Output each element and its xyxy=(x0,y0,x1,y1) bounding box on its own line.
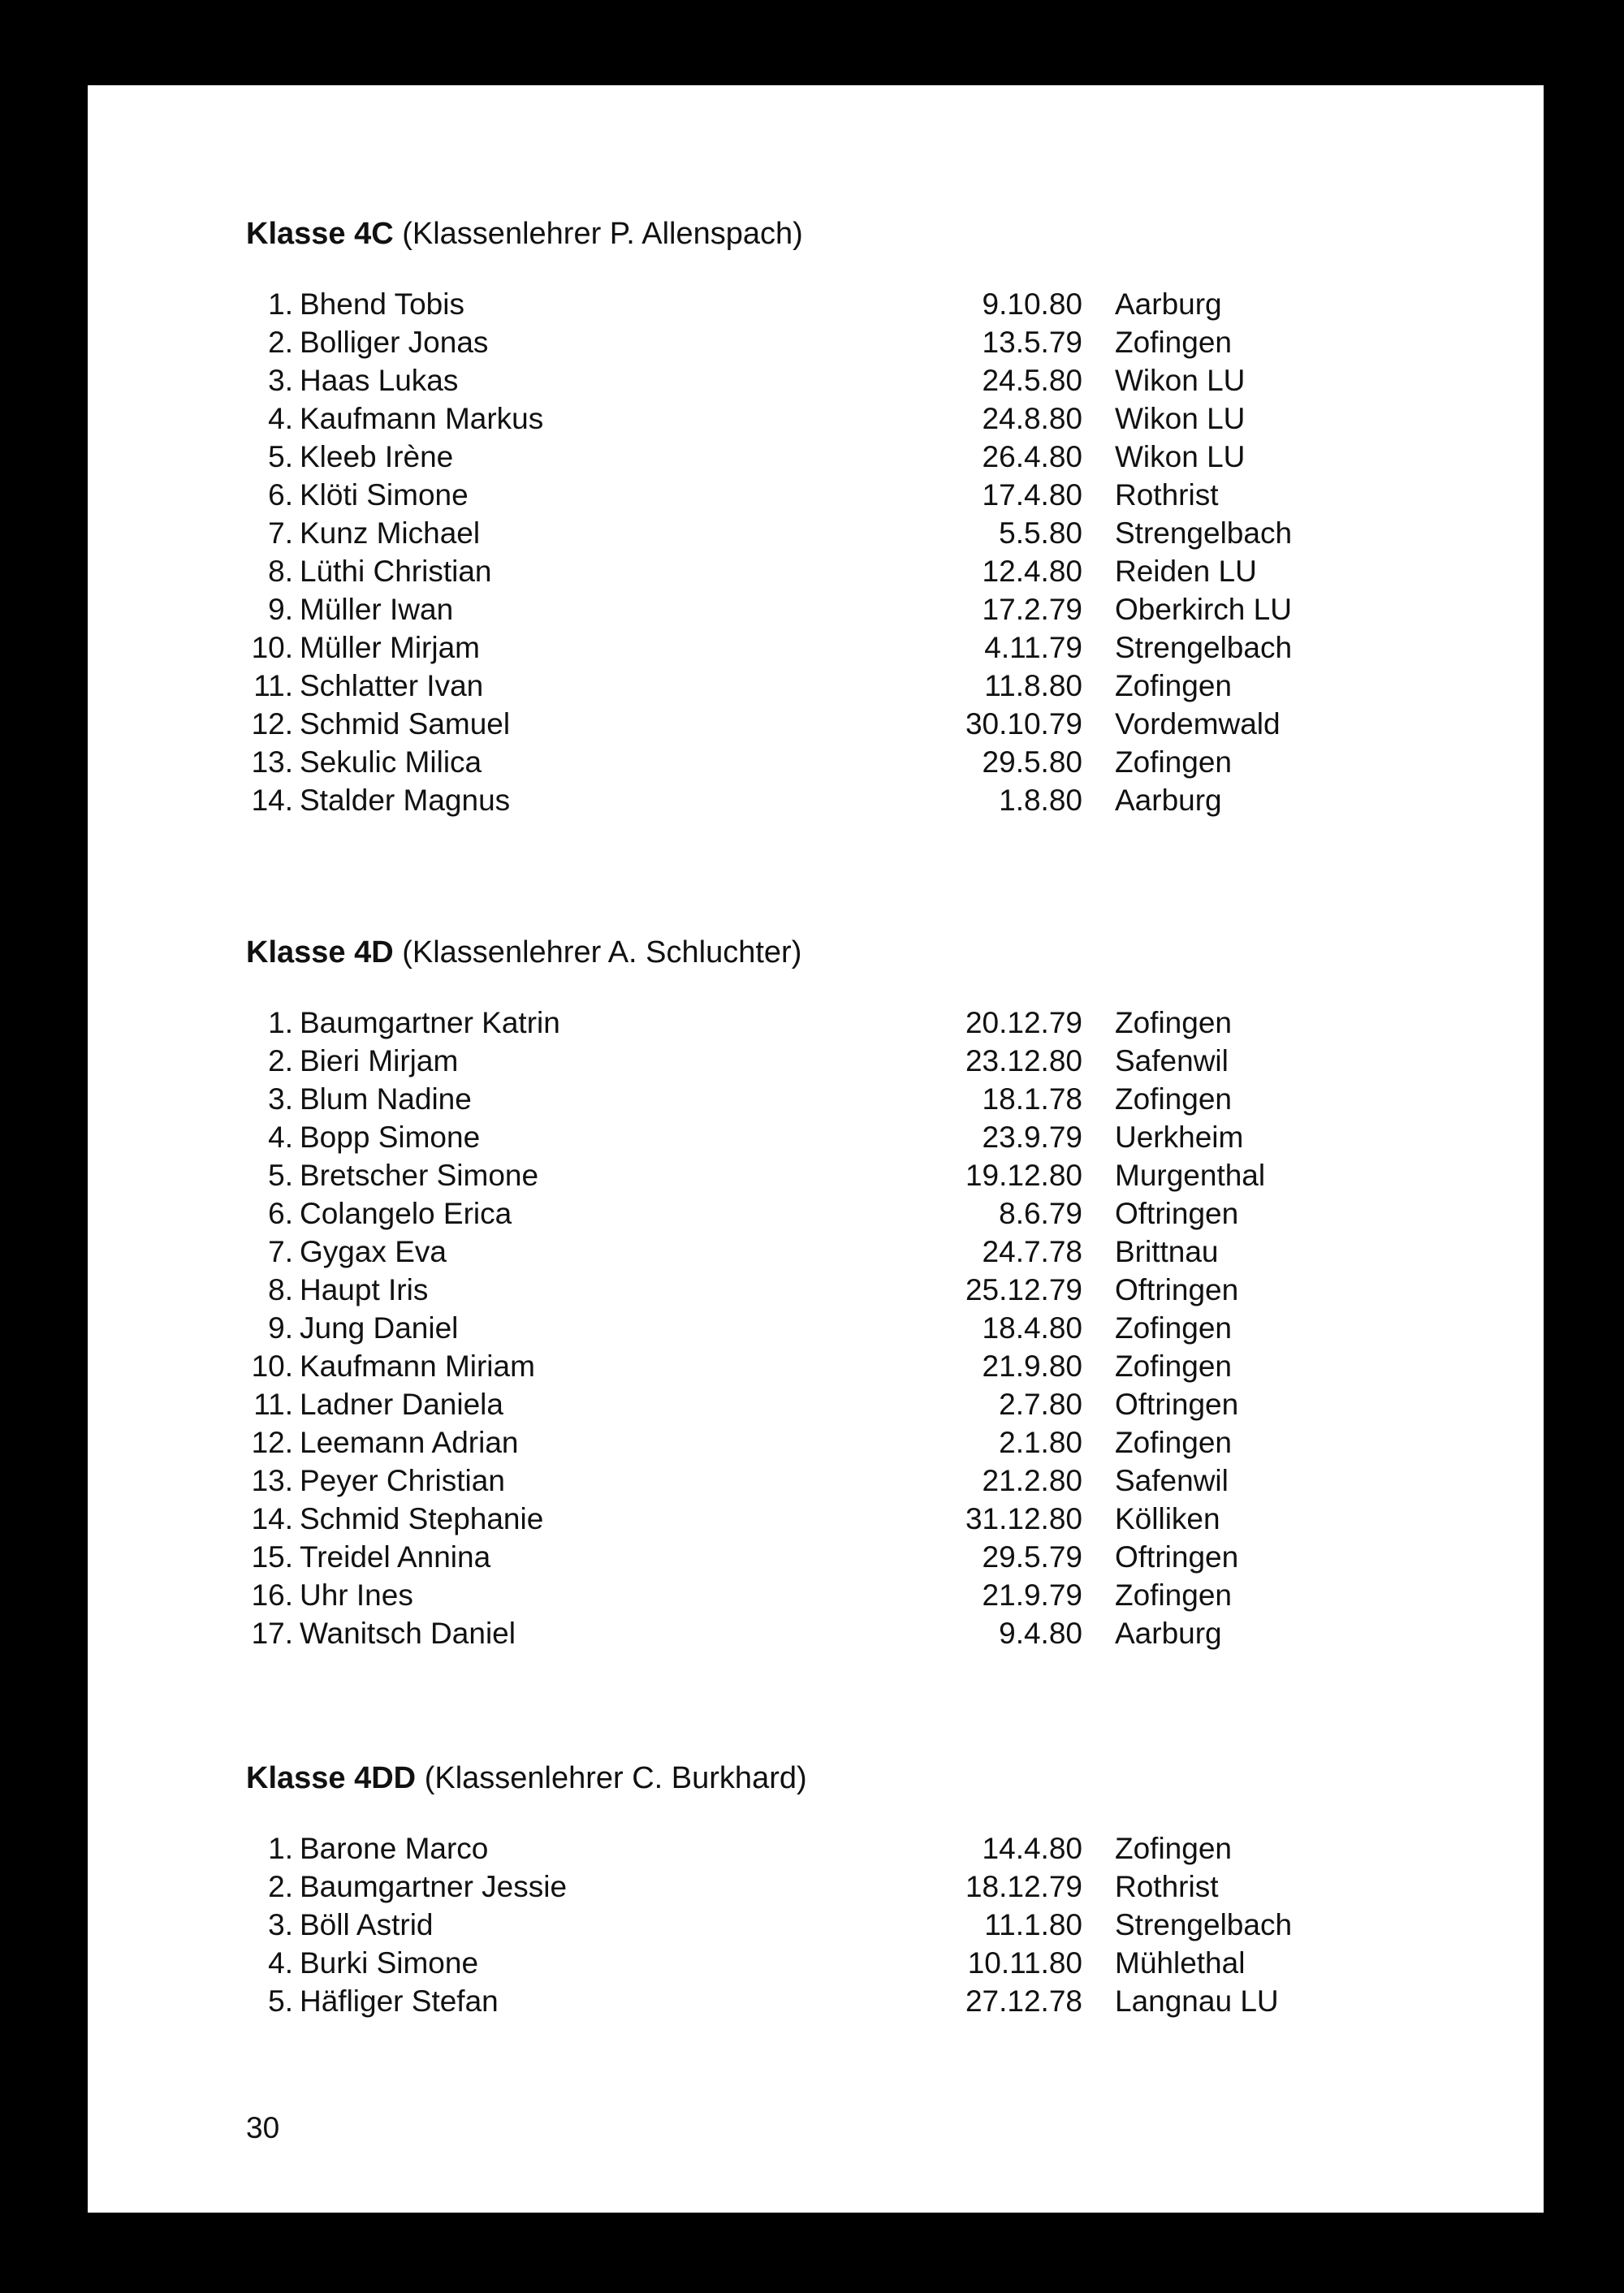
student-name: Barone Marco xyxy=(300,1832,489,1865)
student-list xyxy=(246,1004,1423,1652)
birth-date: 12.4.80 xyxy=(982,555,1082,588)
student-row xyxy=(246,361,1423,399)
hometown: Strengelbach xyxy=(1115,516,1293,550)
hometown: Zofingen xyxy=(1115,1349,1232,1383)
student-row xyxy=(246,1118,1423,1156)
student-number: 3. xyxy=(268,1082,293,1116)
birth-date: 21.2.80 xyxy=(982,1464,1082,1497)
hometown: Zofingen xyxy=(1115,1832,1232,1865)
student-row xyxy=(246,1500,1423,1538)
birth-date: 30.10.79 xyxy=(965,707,1082,741)
hometown: Oftringen xyxy=(1115,1273,1239,1306)
student-row xyxy=(246,1423,1423,1462)
student-name: Haas Lukas xyxy=(300,364,459,397)
birth-date: 18.12.79 xyxy=(965,1870,1082,1903)
student-number: 5. xyxy=(268,1159,293,1192)
student-name: Jung Daniel xyxy=(300,1311,459,1345)
student-name: Colangelo Erica xyxy=(300,1197,512,1230)
student-row xyxy=(246,438,1423,476)
student-row xyxy=(246,1906,1423,1944)
student-number: 1. xyxy=(268,1006,293,1039)
student-name: Peyer Christian xyxy=(300,1464,505,1497)
student-row xyxy=(246,1982,1423,2020)
student-number: 2. xyxy=(268,1870,293,1903)
student-list xyxy=(246,1829,1423,2020)
hometown: Safenwil xyxy=(1115,1464,1229,1497)
student-row xyxy=(246,1042,1423,1080)
birth-date: 9.10.80 xyxy=(982,287,1082,321)
hometown: Kölliken xyxy=(1115,1502,1220,1535)
hometown: Aarburg xyxy=(1115,784,1222,817)
student-number: 4. xyxy=(268,1946,293,1980)
student-number: 17. xyxy=(251,1617,293,1650)
hometown: Zofingen xyxy=(1115,1311,1232,1345)
class-section-4dd xyxy=(246,1760,1423,2020)
birth-date: 23.12.80 xyxy=(965,1044,1082,1077)
student-name: Bolliger Jonas xyxy=(300,326,489,359)
student-row xyxy=(246,1347,1423,1385)
section-heading xyxy=(246,934,1423,971)
birth-date: 9.4.80 xyxy=(999,1617,1082,1650)
birth-date: 23.9.79 xyxy=(982,1121,1082,1154)
hometown: Mühlethal xyxy=(1115,1946,1246,1980)
hometown: Strengelbach xyxy=(1115,1908,1293,1941)
student-number: 8. xyxy=(268,1273,293,1306)
student-name: Klöti Simone xyxy=(300,478,469,512)
student-number: 10. xyxy=(251,631,293,664)
page-number: 30 xyxy=(246,2111,280,2144)
student-number: 6. xyxy=(268,478,293,512)
birth-date: 24.8.80 xyxy=(982,402,1082,435)
student-row xyxy=(246,1829,1423,1868)
student-name: Kunz Michael xyxy=(300,516,481,550)
hometown: Uerkheim xyxy=(1115,1121,1244,1154)
student-row xyxy=(246,1385,1423,1423)
student-row xyxy=(246,743,1423,781)
student-row xyxy=(246,476,1423,514)
hometown: Aarburg xyxy=(1115,1617,1222,1650)
hometown: Oftringen xyxy=(1115,1540,1239,1574)
birth-date: 27.12.78 xyxy=(965,1984,1082,2018)
student-row xyxy=(246,1271,1423,1309)
hometown: Zofingen xyxy=(1115,1578,1232,1612)
teacher-label: (Klassenlehrer A. Schluchter) xyxy=(402,935,802,969)
student-row xyxy=(246,705,1423,743)
class-section-4c xyxy=(246,215,1423,819)
student-row xyxy=(246,323,1423,361)
student-name: Treidel Annina xyxy=(300,1540,491,1574)
student-number: 2. xyxy=(268,1044,293,1077)
hometown: Rothrist xyxy=(1115,1870,1219,1903)
student-row xyxy=(246,781,1423,819)
student-name: Wanitsch Daniel xyxy=(300,1617,516,1650)
student-row xyxy=(246,667,1423,705)
hometown: Vordemwald xyxy=(1115,707,1281,741)
student-name: Burki Simone xyxy=(300,1946,479,1980)
hometown: Rothrist xyxy=(1115,478,1219,512)
student-number: 4. xyxy=(268,1121,293,1154)
student-number: 7. xyxy=(268,516,293,550)
hometown: Zofingen xyxy=(1115,1082,1232,1116)
student-name: Baumgartner Katrin xyxy=(300,1006,560,1039)
class-label: Klasse 4C xyxy=(246,217,394,251)
hometown: Wikon LU xyxy=(1115,364,1246,397)
student-row xyxy=(246,590,1423,628)
student-number: 11. xyxy=(253,1388,293,1421)
student-name: Kaufmann Markus xyxy=(300,402,544,435)
hometown: Strengelbach xyxy=(1115,631,1293,664)
hometown: Zofingen xyxy=(1115,1006,1232,1039)
student-number: 13. xyxy=(251,745,293,779)
birth-date: 17.4.80 xyxy=(982,478,1082,512)
student-name: Ladner Daniela xyxy=(300,1388,503,1421)
birth-date: 5.5.80 xyxy=(999,516,1082,550)
birth-date: 4.11.79 xyxy=(984,631,1082,664)
student-name: Bretscher Simone xyxy=(300,1159,539,1192)
hometown: Oftringen xyxy=(1115,1197,1239,1230)
student-name: Haupt Iris xyxy=(300,1273,429,1306)
student-number: 12. xyxy=(251,1426,293,1459)
hometown: Aarburg xyxy=(1115,287,1222,321)
birth-date: 18.4.80 xyxy=(982,1311,1082,1345)
birth-date: 13.5.79 xyxy=(982,326,1082,359)
hometown: Oftringen xyxy=(1115,1388,1239,1421)
student-number: 6. xyxy=(268,1197,293,1230)
student-number: 1. xyxy=(268,1832,293,1865)
hometown: Wikon LU xyxy=(1115,402,1246,435)
student-number: 14. xyxy=(251,1502,293,1535)
birth-date: 29.5.79 xyxy=(982,1540,1082,1574)
student-name: Gygax Eva xyxy=(300,1235,447,1268)
student-row xyxy=(246,1194,1423,1233)
student-number: 15. xyxy=(251,1540,293,1574)
student-number: 3. xyxy=(268,1908,293,1941)
class-label: Klasse 4DD xyxy=(246,1761,417,1795)
birth-date: 10.11.80 xyxy=(967,1946,1082,1980)
student-number: 7. xyxy=(268,1235,293,1268)
student-number: 9. xyxy=(268,1311,293,1345)
student-number: 5. xyxy=(268,1984,293,2018)
student-name: Uhr Ines xyxy=(300,1578,413,1612)
student-row xyxy=(246,399,1423,438)
student-number: 1. xyxy=(268,287,293,321)
section-heading xyxy=(246,215,1423,253)
birth-date: 26.4.80 xyxy=(982,440,1082,473)
birth-date: 18.1.78 xyxy=(982,1082,1082,1116)
hometown: Reiden LU xyxy=(1115,555,1257,588)
student-number: 3. xyxy=(268,364,293,397)
student-row xyxy=(246,552,1423,590)
student-name: Baumgartner Jessie xyxy=(300,1870,568,1903)
student-number: 9. xyxy=(268,593,293,626)
student-row xyxy=(246,1462,1423,1500)
student-row xyxy=(246,1156,1423,1194)
student-name: Stalder Magnus xyxy=(300,784,511,817)
student-number: 11. xyxy=(253,669,293,702)
student-row xyxy=(246,1004,1423,1042)
student-row xyxy=(246,285,1423,323)
birth-date: 19.12.80 xyxy=(965,1159,1082,1192)
student-row xyxy=(246,1233,1423,1271)
birth-date: 20.12.79 xyxy=(965,1006,1082,1039)
student-number: 12. xyxy=(251,707,293,741)
student-name: Müller Mirjam xyxy=(300,631,480,664)
birth-date: 24.7.78 xyxy=(982,1235,1082,1268)
student-name: Blum Nadine xyxy=(300,1082,472,1116)
student-name: Böll Astrid xyxy=(300,1908,434,1941)
student-name: Müller Iwan xyxy=(300,593,454,626)
birth-date: 8.6.79 xyxy=(999,1197,1082,1230)
student-number: 4. xyxy=(268,402,293,435)
document-page xyxy=(88,85,1544,2213)
student-name: Bhend Tobis xyxy=(300,287,464,321)
student-name: Schlatter Ivan xyxy=(300,669,484,702)
student-row xyxy=(246,1614,1423,1652)
student-row xyxy=(246,628,1423,667)
student-name: Schmid Stephanie xyxy=(300,1502,544,1535)
section-heading xyxy=(246,1760,1423,1797)
student-number: 10. xyxy=(251,1349,293,1383)
student-list xyxy=(246,285,1423,819)
class-label: Klasse 4D xyxy=(246,935,394,969)
hometown: Zofingen xyxy=(1115,669,1232,702)
hometown: Brittnau xyxy=(1115,1235,1219,1268)
student-row xyxy=(246,1868,1423,1906)
student-row xyxy=(246,1080,1423,1118)
student-name: Schmid Samuel xyxy=(300,707,511,741)
birth-date: 14.4.80 xyxy=(982,1832,1082,1865)
student-row xyxy=(246,514,1423,552)
student-name: Kleeb Irène xyxy=(300,440,454,473)
hometown: Zofingen xyxy=(1115,745,1232,779)
student-number: 14. xyxy=(251,784,293,817)
birth-date: 11.8.80 xyxy=(984,669,1082,702)
class-section-4d xyxy=(246,934,1423,1652)
birth-date: 25.12.79 xyxy=(965,1273,1082,1306)
student-name: Lüthi Christian xyxy=(300,555,492,588)
hometown: Safenwil xyxy=(1115,1044,1229,1077)
birth-date: 21.9.79 xyxy=(982,1578,1082,1612)
student-row xyxy=(246,1538,1423,1576)
student-name: Bieri Mirjam xyxy=(300,1044,459,1077)
hometown: Wikon LU xyxy=(1115,440,1246,473)
student-row xyxy=(246,1944,1423,1982)
student-name: Sekulic Milica xyxy=(300,745,482,779)
student-name: Kaufmann Miriam xyxy=(300,1349,535,1383)
student-number: 8. xyxy=(268,555,293,588)
birth-date: 17.2.79 xyxy=(982,593,1082,626)
teacher-label: (Klassenlehrer P. Allenspach) xyxy=(402,217,803,251)
hometown: Zofingen xyxy=(1115,1426,1232,1459)
birth-date: 21.9.80 xyxy=(982,1349,1082,1383)
hometown: Langnau LU xyxy=(1115,1984,1279,2018)
birth-date: 2.7.80 xyxy=(999,1388,1082,1421)
student-name: Leemann Adrian xyxy=(300,1426,519,1459)
student-number: 5. xyxy=(268,440,293,473)
student-number: 16. xyxy=(251,1578,293,1612)
hometown: Oberkirch LU xyxy=(1115,593,1292,626)
hometown: Zofingen xyxy=(1115,326,1232,359)
birth-date: 24.5.80 xyxy=(982,364,1082,397)
birth-date: 29.5.80 xyxy=(982,745,1082,779)
student-name: Häfliger Stefan xyxy=(300,1984,499,2018)
student-number: 2. xyxy=(268,326,293,359)
student-row xyxy=(246,1309,1423,1347)
birth-date: 2.1.80 xyxy=(999,1426,1082,1459)
student-name: Bopp Simone xyxy=(300,1121,481,1154)
student-row xyxy=(246,1576,1423,1614)
hometown: Murgenthal xyxy=(1115,1159,1266,1192)
birth-date: 31.12.80 xyxy=(965,1502,1082,1535)
teacher-label: (Klassenlehrer C. Burkhard) xyxy=(424,1761,807,1795)
birth-date: 11.1.80 xyxy=(984,1908,1082,1941)
student-number: 13. xyxy=(251,1464,293,1497)
birth-date: 1.8.80 xyxy=(999,784,1082,817)
